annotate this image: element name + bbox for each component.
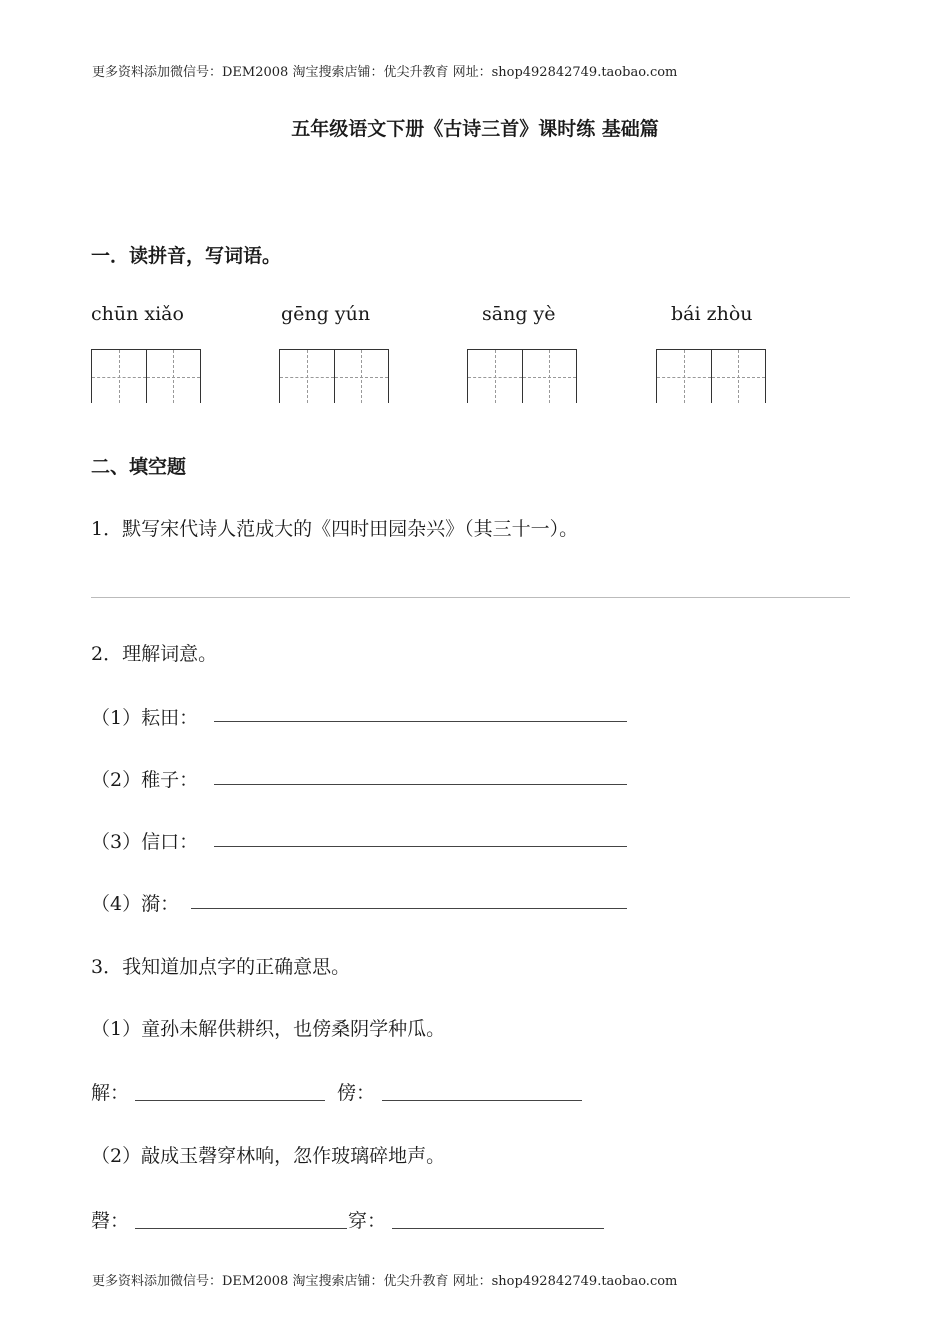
page-title: 五年级语文下册《古诗三首》课时练 基础篇 [291, 118, 659, 140]
answer-line-q1[interactable] [91, 597, 850, 598]
q3-sub2-answer-chuan[interactable] [392, 1228, 604, 1229]
q3-sub1-answer-bang[interactable] [382, 1100, 582, 1101]
q3-sub1-label-jie: 解： [91, 1082, 130, 1104]
page-header: 更多资料添加微信号：DEM2008 淘宝搜索店铺：优尖升教育 网址：shop492842749.taobao.com [92, 65, 678, 80]
pinyin-3: sāng yè [482, 303, 556, 325]
q2-item-2-label: （2）稚子： [91, 769, 199, 791]
q2-item-4-label: （4）漪： [91, 893, 180, 915]
q3-sub2-label-chuan: 穿： [348, 1210, 387, 1232]
q2-item-3-answer-line[interactable] [214, 846, 627, 847]
q2-item-1-answer-line[interactable] [214, 721, 627, 722]
q3-sub1-label-bang: 傍： [337, 1082, 376, 1104]
question-3: 3．我知道加点字的正确意思。 [91, 956, 351, 978]
q3-sub2-line: （2）敲成玉磬穿林响，忽作玻璃碎地声。 [91, 1145, 446, 1167]
question-1: 1．默写宋代诗人范成大的《四时田园杂兴》（其三十一）。 [91, 518, 579, 540]
tianzige-box-4[interactable] [656, 349, 766, 403]
q3-sub1-answer-jie[interactable] [135, 1100, 325, 1101]
q3-sub2-label-qing: 磬： [91, 1210, 130, 1232]
tianzige-box-1[interactable] [91, 349, 201, 403]
pinyin-4: bái zhòu [671, 303, 753, 325]
q3-sub1-line: （1）童孙未解供耕织，也傍桑阴学种瓜。 [91, 1018, 446, 1040]
q2-item-1-label: （1）耘田： [91, 707, 199, 729]
tianzige-box-3[interactable] [467, 349, 577, 403]
page-footer: 更多资料添加微信号：DEM2008 淘宝搜索店铺：优尖升教育 网址：shop492842749.taobao.com [92, 1274, 678, 1289]
tianzige-box-2[interactable] [279, 349, 389, 403]
pinyin-1: chūn xiǎo [91, 303, 184, 325]
section2-heading: 二、填空题 [91, 456, 187, 478]
q2-item-2-answer-line[interactable] [214, 784, 627, 785]
pinyin-2: gēng yún [281, 303, 371, 325]
q2-item-4-answer-line[interactable] [191, 908, 627, 909]
q3-sub2-answer-qing[interactable] [135, 1228, 347, 1229]
question-2: 2．理解词意。 [91, 643, 218, 665]
q2-item-3-label: （3）信口： [91, 831, 199, 853]
section1-heading: 一．读拼音，写词语。 [91, 245, 282, 267]
